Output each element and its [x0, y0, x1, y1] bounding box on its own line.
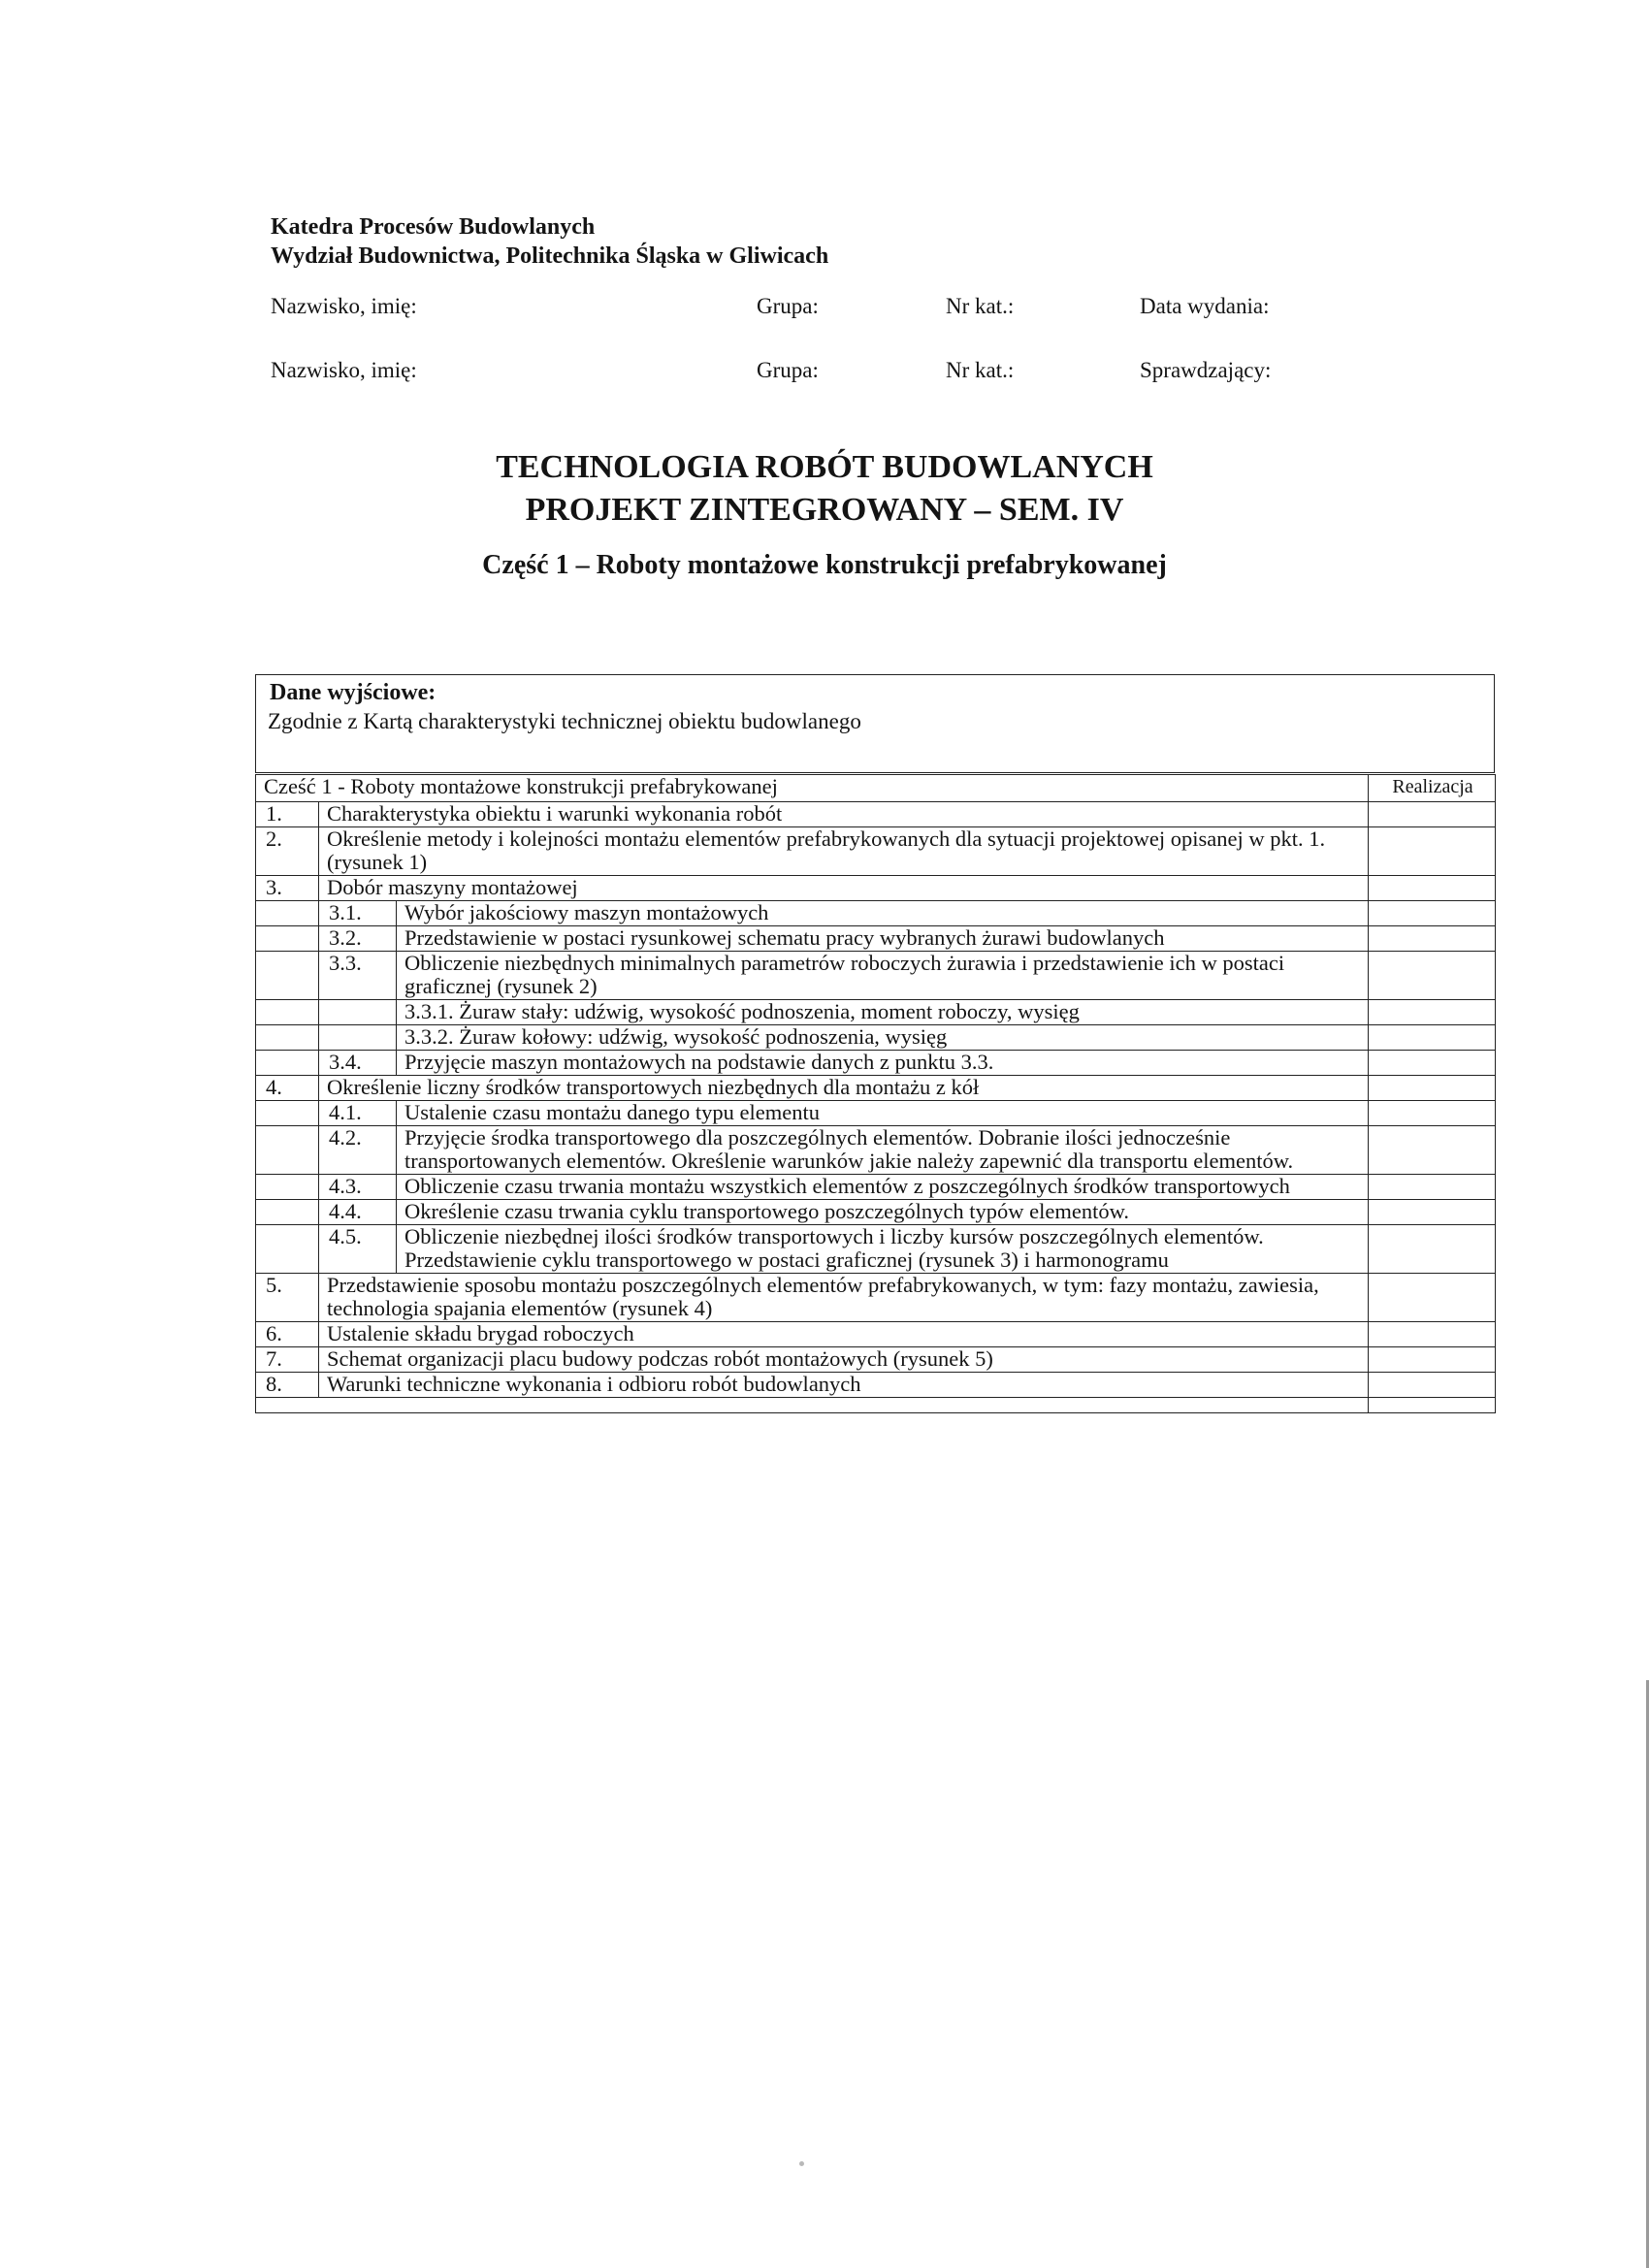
row-text: Ustalenie składu brygad roboczych [319, 1322, 1369, 1347]
realizacja-cell [1369, 1373, 1496, 1398]
row-text: Przyjęcie środka transportowego dla poszczególnych elementów. Dobranie ilości jednocześnie transportowanych elementów. Określenie warunków jakie należy zapewnić dla transportu elementów. [397, 1126, 1369, 1175]
row-subnumber: 4.2. [319, 1126, 397, 1175]
row-number: 4. [256, 1076, 319, 1101]
table-row [256, 1347, 1496, 1373]
table-row [256, 901, 1496, 926]
table-row [256, 1126, 1496, 1175]
row-number: 5. [256, 1274, 319, 1322]
table-row [256, 1025, 1496, 1051]
realizacja-cell [1369, 1051, 1496, 1076]
row-number: 3. [256, 876, 319, 901]
row-spacer [256, 926, 319, 952]
realizacja-cell [1369, 1126, 1496, 1175]
table-row [256, 802, 1496, 827]
row-spacer [256, 1051, 319, 1076]
realizacja-cell [1369, 952, 1496, 1000]
row-text: 3.3.2. Żuraw kołowy: udźwig, wysokość podnoszenia, wysięg [397, 1025, 1369, 1051]
number-label-1: Nr kat.: [946, 294, 1015, 318]
row-text: Ustalenie czasu montażu danego typu elementu [397, 1101, 1369, 1126]
input-data-text: Zgodnie z Kartą charakterystyki technicznej obiektu budowlanego [268, 709, 861, 733]
table-row [256, 1373, 1496, 1398]
number-label-2: Nr kat.: [946, 358, 1015, 382]
row-spacer [256, 1126, 319, 1175]
issue-date-label: Data wydania: [1140, 294, 1270, 318]
realizacja-cell [1369, 876, 1496, 901]
page-title-line2: PROJEKT ZINTEGROWANY – SEM. IV [525, 492, 1124, 528]
table-row [256, 1051, 1496, 1076]
row-spacer [256, 1025, 319, 1051]
page-subtitle: Część 1 – Roboty montażowe konstrukcji prefabrykowanej [482, 550, 1167, 580]
row-text: Przedstawienie w postaci rysunkowej schematu pracy wybranych żurawi budowlanych [397, 926, 1369, 952]
group-label-1: Grupa: [757, 294, 819, 318]
table-row [256, 952, 1496, 1000]
table-row [256, 1000, 1496, 1025]
name-label-1: Nazwisko, imię: [271, 294, 417, 318]
table-row [256, 1200, 1496, 1225]
row-spacer [256, 1101, 319, 1126]
table-row [256, 1076, 1496, 1101]
realizacja-cell [1369, 1000, 1496, 1025]
row-number: 7. [256, 1347, 319, 1373]
table-header-title: Cześć 1 - Roboty montażowe konstrukcji prefabrykowanej [256, 775, 1369, 802]
row-subnumber: 3.4. [319, 1051, 397, 1076]
row-spacer [256, 1225, 319, 1274]
checker-label: Sprawdzający: [1140, 358, 1272, 382]
row-subnumber: 4.3. [319, 1175, 397, 1200]
row-text: Obliczenie niezbędnej ilości środków transportowych i liczby kursów poszczególnych elementów. Przedstawienie cyklu transportowego w postaci graficznej (rysunek 3) i harmonogramu [397, 1225, 1369, 1274]
row-spacer [256, 1175, 319, 1200]
department-name: Katedra Procesów Budowlanych [271, 214, 596, 240]
row-text: Wybór jakościowy maszyn montażowych [397, 901, 1369, 926]
row-subnumber: 3.2. [319, 926, 397, 952]
row-subnumber: 3.3. [319, 952, 397, 1000]
row-text: Charakterystyka obiektu i warunki wykonania robót [319, 802, 1369, 827]
realizacja-cell [1369, 827, 1496, 876]
realizacja-cell [1369, 1225, 1496, 1274]
realizacja-cell [1369, 802, 1496, 827]
row-text: Określenie czasu trwania cyklu transportowego poszczególnych typów elementów. [397, 1200, 1369, 1225]
row-text: 3.3.1. Żuraw stały: udźwig, wysokość podnoszenia, moment roboczy, wysięg [397, 1000, 1369, 1025]
table-row [256, 926, 1496, 952]
row-number: 2. [256, 827, 319, 876]
row-subnumber: 4.1. [319, 1101, 397, 1126]
realizacja-cell [1369, 1175, 1496, 1200]
row-number: 1. [256, 802, 319, 827]
name-label-2: Nazwisko, imię: [271, 358, 417, 382]
row-spacer [256, 952, 319, 1000]
realizacja-cell [1369, 1322, 1496, 1347]
scan-dot [799, 2161, 804, 2166]
row-spacer [256, 1200, 319, 1225]
realizacja-cell [1369, 1347, 1496, 1373]
input-data-heading: Dane wyjściowe: [270, 680, 436, 705]
realizacja-cell [1369, 901, 1496, 926]
table-row [256, 876, 1496, 901]
realizacja-cell [1369, 1101, 1496, 1126]
table-row [256, 1101, 1496, 1126]
row-number: 8. [256, 1373, 319, 1398]
realizacja-cell [1369, 1398, 1496, 1413]
table-row [256, 1322, 1496, 1347]
input-data-box [255, 674, 1495, 773]
row-subnumber: 4.4. [319, 1200, 397, 1225]
row-text: Przedstawienie sposobu montażu poszczególnych elementów prefabrykowanych, w tym: fazy montażu, zawiesia, technologia spajania elementów (rysunek 4) [319, 1274, 1369, 1322]
table-row [256, 827, 1496, 876]
group-label-2: Grupa: [757, 358, 819, 382]
row-spacer [256, 901, 319, 926]
row-text: Określenie metody i kolejności montażu elementów prefabrykowanych dla sytuacji projektowej opisanej w pkt. 1. (rysunek 1) [319, 827, 1369, 876]
row-text: Obliczenie niezbędnych minimalnych parametrów roboczych żurawia i przedstawienie ich w postaci graficznej (rysunek 2) [397, 952, 1369, 1000]
row-spacer [256, 1000, 319, 1025]
table-row [256, 1274, 1496, 1322]
row-text: Obliczenie czasu trwania montażu wszystkich elementów z poszczególnych środków transportowych [397, 1175, 1369, 1200]
realizacja-header: Realizacja [1369, 775, 1496, 802]
row-text: Dobór maszyny montażowej [319, 876, 1369, 901]
table-row [256, 1225, 1496, 1274]
row-text: Schemat organizacji placu budowy podczas robót montażowych (rysunek 5) [319, 1347, 1369, 1373]
row-spacer [319, 1000, 397, 1025]
row-subnumber: 3.1. [319, 901, 397, 926]
table-row-empty [256, 1398, 1496, 1413]
table-header-row [256, 775, 1496, 802]
realizacja-cell [1369, 926, 1496, 952]
empty-cell [256, 1398, 1369, 1413]
faculty-name: Wydział Budownictwa, Politechnika Śląska w Gliwicach [271, 243, 829, 269]
page-title-line1: TECHNOLOGIA ROBÓT BUDOWLANYCH [496, 449, 1153, 485]
realizacja-cell [1369, 1076, 1496, 1101]
row-number: 6. [256, 1322, 319, 1347]
row-subnumber: 4.5. [319, 1225, 397, 1274]
row-text: Określenie liczny środków transportowych niezbędnych dla montażu z kół [319, 1076, 1369, 1101]
task-table [255, 774, 1496, 1413]
realizacja-cell [1369, 1200, 1496, 1225]
table-row [256, 1175, 1496, 1200]
row-text: Przyjęcie maszyn montażowych na podstawie danych z punktu 3.3. [397, 1051, 1369, 1076]
realizacja-cell [1369, 1274, 1496, 1322]
realizacja-cell [1369, 1025, 1496, 1051]
row-spacer [319, 1025, 397, 1051]
row-text: Warunki techniczne wykonania i odbioru robót budowlanych [319, 1373, 1369, 1398]
